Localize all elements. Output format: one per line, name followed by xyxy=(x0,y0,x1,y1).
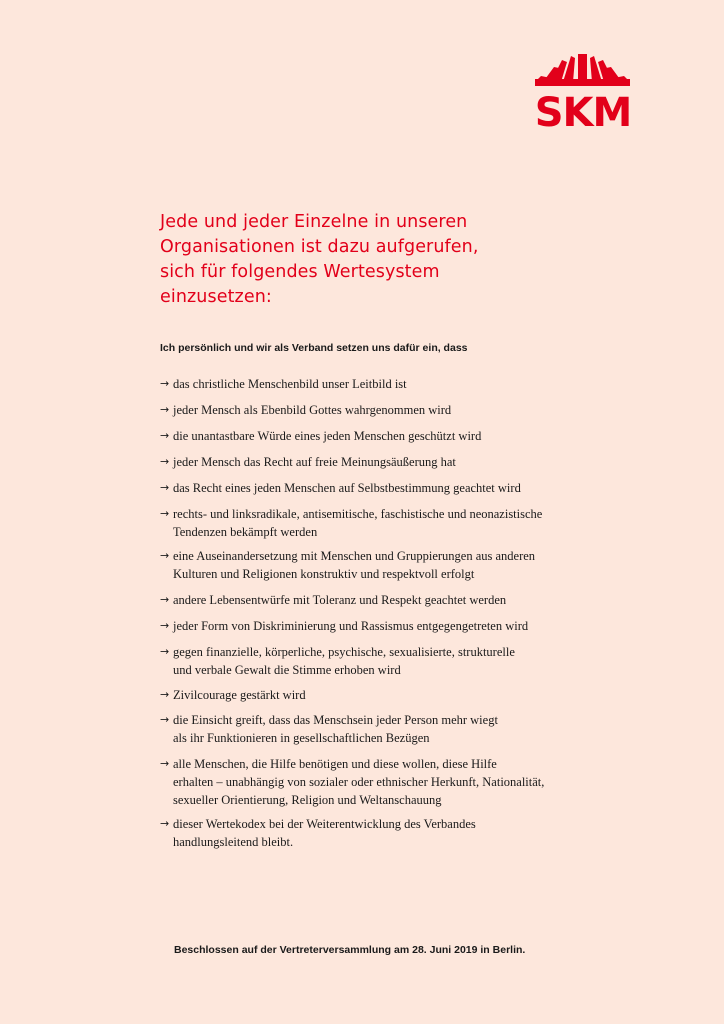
headline-line: Organisationen ist dazu aufgerufen, xyxy=(160,237,479,257)
list-item-text: das christliche Menschenbild unser Leitbild ist xyxy=(173,377,407,391)
list-item xyxy=(160,505,542,541)
arrow-right-icon: → xyxy=(160,377,170,390)
list-item-text: andere Lebensentwürfe mit Toleranz und Respekt geachtet werden xyxy=(173,593,507,607)
list-item-text: dieser Wertekodex bei der Weiterentwicklung des Verbandes handlungsleitend bleibt. xyxy=(173,817,476,849)
list-item-text: jeder Mensch das Recht auf freie Meinungsäußerung hat xyxy=(173,455,456,469)
list-item-text: Zivilcourage gestärkt wird xyxy=(173,688,306,702)
list-item xyxy=(160,375,407,393)
arrow-right-icon: → xyxy=(160,619,170,632)
list-item-text: die unantastbare Würde eines jeden Menschen geschützt wird xyxy=(173,429,482,443)
caritas-cross-logo-icon xyxy=(527,52,639,128)
list-item xyxy=(160,686,306,704)
arrow-right-icon: → xyxy=(160,455,170,468)
skm-wordmark: SKM xyxy=(534,90,632,128)
arrow-right-icon: → xyxy=(160,429,170,442)
list-item xyxy=(160,591,506,609)
skm-logo xyxy=(527,52,639,128)
list-item-text: jeder Form von Diskriminierung und Rassismus entgegengetreten wird xyxy=(173,619,529,633)
list-item xyxy=(160,453,456,471)
intro-text: Ich persönlich und wir als Verband setzen uns dafür ein, dass xyxy=(160,342,468,354)
list-item xyxy=(160,401,451,419)
headline-line: einzusetzen: xyxy=(160,287,272,307)
list-item xyxy=(160,755,544,809)
headline-line: Jede und jeder Einzelne in unseren xyxy=(160,212,468,232)
arrow-right-icon: → xyxy=(160,645,170,658)
arrow-right-icon: → xyxy=(160,593,170,606)
arrow-right-icon: → xyxy=(160,817,170,830)
headline xyxy=(160,210,580,310)
list-item-text: jeder Mensch als Ebenbild Gottes wahrgenommen wird xyxy=(173,403,452,417)
list-item-text: das Recht eines jeden Menschen auf Selbstbestimmung geachtet wird xyxy=(173,481,521,495)
arrow-right-icon: → xyxy=(160,757,170,770)
arrow-right-icon: → xyxy=(160,688,170,701)
arrow-right-icon: → xyxy=(160,481,170,494)
headline-line: sich für folgendes Wertesystem xyxy=(160,262,440,282)
list-item xyxy=(160,427,481,445)
list-item xyxy=(160,643,515,679)
arrow-right-icon: → xyxy=(160,713,170,726)
arrow-right-icon: → xyxy=(160,403,170,416)
list-item-text: eine Auseinandersetzung mit Menschen und Gruppierungen aus anderen Kulturen und Religionen konstruktiv und respektvoll erfolgt xyxy=(173,549,536,581)
list-item xyxy=(160,547,535,583)
footer-note: Beschlossen auf der Vertreterversammlung am 28. Juni 2019 in Berlin. xyxy=(174,944,526,956)
list-item xyxy=(160,479,521,497)
list-item-text: rechts- und linksradikale, antisemitische, faschistische und neonazistische Tendenzen bekämpft werden xyxy=(173,507,543,539)
list-item-text: alle Menschen, die Hilfe benötigen und diese wollen, diese Hilfe erhalten – unabhängig von sozialer oder ethnischer Herkunft, Nationalität, sexueller Orientierung, Religion und Weltanschauung xyxy=(173,757,545,807)
list-item xyxy=(160,711,498,747)
arrow-right-icon: → xyxy=(160,507,170,520)
list-item-text: die Einsicht greift, dass das Menschsein jeder Person mehr wiegt als ihr Funktionieren in gesellschaftlichen Bezügen xyxy=(173,713,498,745)
list-item xyxy=(160,815,476,851)
arrow-right-icon: → xyxy=(160,549,170,562)
list-item-text: gegen finanzielle, körperliche, psychische, sexualisierte, strukturelle und verbale Gewalt die Stimme erhoben wird xyxy=(173,645,515,677)
list-item xyxy=(160,617,528,635)
